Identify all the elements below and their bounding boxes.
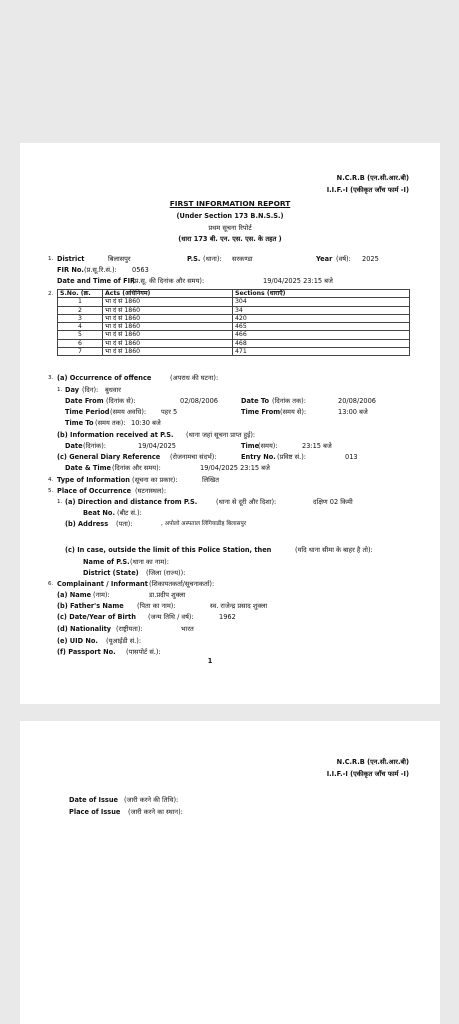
place-of-issue-label: Place of Issue [69, 808, 121, 816]
time-to-value: 10:30 बजे [131, 419, 161, 427]
table-row [58, 306, 410, 314]
received-date-label: Date [65, 442, 83, 450]
row-act: भा दं सं 1860 [103, 298, 233, 306]
outside-limit-label: (c) In case, outside the limit of this Police Station, then [65, 546, 272, 554]
district-value: बिलासपुर [108, 255, 131, 263]
ps-label: P.S. [187, 255, 201, 263]
row-act: भा दं सं 1860 [103, 339, 233, 347]
father-name-hindi: (पिता का नाम): [137, 602, 176, 610]
year-label: Year [316, 255, 333, 263]
received-date-value: 19/04/2025 [138, 442, 177, 450]
section-5-number: 5. [48, 488, 54, 494]
name-label: (a) Name [57, 591, 92, 599]
row-act: भा दं सं 1860 [103, 323, 233, 331]
dob-value: 1962 [219, 613, 236, 621]
entry-no-hindi: (प्रविष्ट सं.): [277, 453, 306, 461]
received-time-label: Time [241, 442, 260, 450]
row-sno: 6 [58, 339, 103, 347]
page-number: 1 [207, 657, 213, 665]
row-act: भा दं सं 1860 [103, 348, 233, 356]
date-to-value: 20/08/2006 [338, 397, 377, 405]
passport-hindi: (पासपोर्ट सं.): [126, 648, 161, 656]
address-value: , अपोलो अस्पताल लिंगियाडीह बिलासपुर [161, 521, 247, 527]
fir-no-label: FIR No. [57, 266, 84, 274]
table-row [58, 348, 410, 356]
passport-label: (f) Passport No. [57, 648, 116, 656]
outside-limit-hindi: (यदि थाना सीमा के बाहर है तो): [295, 546, 373, 554]
uid-hindi: (यूआईडी सं.): [106, 637, 142, 645]
info-received-label: (b) Information received at P.S. [57, 431, 174, 439]
year-hindi: (वर्ष): [336, 255, 351, 263]
row-section: 465 [233, 323, 410, 331]
ps-hindi: (थाना): [203, 255, 222, 263]
info-received-hindi: (थाना जहां सूचना प्राप्त हुई): [186, 431, 256, 439]
row-sno: 7 [58, 348, 103, 356]
row-section: 468 [233, 339, 410, 347]
time-from-hindi: (समय से): [280, 408, 307, 416]
father-name-value: स्व. राजेन्द्र प्रसाद शुक्ला [210, 602, 268, 610]
table-row [58, 298, 410, 306]
district-state-hindi: (जिला (राज्य)): [146, 569, 186, 577]
entry-no-value: 013 [345, 453, 358, 461]
gd-reference-hindi: (रोजनामचा संदर्भ): [170, 453, 217, 461]
row-section: 304 [233, 298, 410, 306]
row-section: 34 [233, 306, 410, 314]
address-label: (b) Address [65, 520, 109, 528]
district-state-label: District (State) [83, 569, 139, 577]
row-act: भा दं सं 1860 [103, 306, 233, 314]
document-page-1 [20, 143, 440, 704]
section-6-number: 6. [48, 581, 54, 587]
row-section: 466 [233, 331, 410, 339]
report-subtitle: (Under Section 173 B.N.S.S.) [176, 212, 284, 220]
nationality-value: भारत [181, 625, 194, 633]
year-value: 2025 [362, 255, 379, 263]
gd-reference-label: (c) General Diary Reference [57, 453, 161, 461]
district-label: District [57, 255, 85, 263]
date-of-issue-hindi: (जारी करने की तिथि): [124, 796, 179, 804]
day-hindi: (दिन): [82, 386, 99, 394]
date-from-label: Date From [65, 397, 104, 405]
gd-datetime-hindi: (दिनांक और समय): [112, 464, 161, 472]
fir-datetime-value: 19/04/2025 23:15 बजे [263, 277, 333, 285]
section-3-number: 3. [48, 375, 54, 381]
iif-header-page2: I.I.F.-I (एकीकृत जाँच फार्म -I) [326, 770, 409, 778]
row-act: भा दं सं 1860 [103, 331, 233, 339]
section-2-number: 2. [48, 291, 54, 297]
address-hindi: (पता): [116, 520, 133, 528]
received-date-hindi: (दिनांक): [83, 442, 107, 450]
dob-label: (c) Date/Year of Birth [57, 613, 136, 621]
info-type-value: लिखित [202, 476, 220, 484]
fir-no-hindi: (प्र.सू.रि.सं.): [84, 266, 117, 274]
date-from-hindi: (दिनांक से): [106, 397, 136, 405]
gd-datetime-label: Date & Time [65, 464, 111, 472]
fir-no-value: 0563 [132, 266, 149, 274]
header-sno: S.No. (क्र. [58, 290, 103, 298]
place-a-number: 1. [57, 499, 63, 505]
report-subtitle-hindi: (धारा 173 बी. एन. एस. एस. के तहत ) [178, 235, 282, 243]
complainant-hindi: (शिकायतकर्ता/सूचनाकर्ता): [149, 580, 215, 588]
report-title: FIRST INFORMATION REPORT [169, 199, 291, 208]
nationality-label: (d) Nationality [57, 625, 112, 633]
day-number: 1. [57, 387, 63, 393]
nationality-hindi: (राष्ट्रीयता): [116, 625, 143, 633]
row-section: 471 [233, 348, 410, 356]
received-time-value: 23:15 बजे [302, 442, 332, 450]
section-4-number: 4. [48, 477, 54, 483]
fir-datetime-hindi: (प्र.सू. की दिनांक और समय): [132, 277, 205, 285]
direction-distance-hindi: (थाना से दूरी और दिशा): [216, 498, 277, 506]
row-section: 420 [233, 314, 410, 322]
report-title-hindi: प्रथम सूचना रिपोर्ट [208, 224, 252, 232]
table-row [58, 331, 410, 339]
acts-sections-table [57, 289, 410, 356]
time-period-label: Time Period [65, 408, 110, 416]
direction-distance-value: दक्षिण 02 किमी [313, 498, 353, 506]
ps-value: सरकण्डा [232, 255, 253, 263]
header-acts: Acts (अधिनियम) [103, 290, 233, 298]
dob-hindi: (जन्म तिथि / वर्ष): [148, 613, 194, 621]
row-sno: 5 [58, 331, 103, 339]
table-row [58, 323, 410, 331]
time-to-hindi: (समय तक): [95, 419, 126, 427]
row-sno: 4 [58, 323, 103, 331]
document-page-2 [20, 721, 440, 1024]
iif-header: I.I.F.-I (एकीकृत जाँच फार्म -I) [326, 186, 409, 194]
time-to-label: Time To [65, 419, 94, 427]
ncrb-header-page2: N.C.R.B (एन.सी.आर.बी) [336, 758, 409, 766]
beat-no-label: Beat No. [83, 509, 115, 517]
uid-label: (e) UID No. [57, 637, 98, 645]
ncrb-header: N.C.R.B (एन.सी.आर.बी) [336, 174, 409, 182]
name-hindi: (नाम): [93, 591, 110, 599]
direction-distance-label: (a) Direction and distance from P.S. [65, 498, 198, 506]
ps-name-hindi: (थाना का नाम): [130, 558, 169, 566]
date-of-issue-label: Date of Issue [69, 796, 119, 804]
day-label: Day [65, 386, 80, 394]
name-value: डा.प्रदीप शुक्ला [149, 591, 186, 599]
ps-name-label: Name of P.S. [83, 558, 130, 566]
occurrence-label: (a) Occurrence of offence [57, 374, 152, 382]
time-period-value: पहर 5 [161, 408, 178, 416]
place-label: Place of Occurrence [57, 487, 132, 495]
complainant-label: Complainant / Informant [57, 580, 148, 588]
time-from-value: 13:00 बजे [338, 408, 368, 416]
info-type-label: Type of Information [57, 476, 130, 484]
row-sno: 2 [58, 306, 103, 314]
row-act: भा दं सं 1860 [103, 314, 233, 322]
day-value: बुधवार [105, 386, 121, 394]
row-sno: 3 [58, 314, 103, 322]
received-time-hindi: (समय): [258, 442, 278, 450]
father-name-label: (b) Father's Name [57, 602, 124, 610]
header-sections: Sections (धाराएँ) [233, 290, 410, 298]
gd-datetime-value: 19/04/2025 23:15 बजे [200, 464, 270, 472]
info-type-hindi: (सूचना का प्रकार): [132, 476, 178, 484]
date-to-hindi: (दिनांक तक): [272, 397, 306, 405]
row-sno: 1 [58, 298, 103, 306]
section-1-number: 1. [48, 256, 54, 262]
table-header-row [58, 290, 410, 298]
place-of-issue-hindi: (जारी करने का स्थान): [128, 808, 183, 816]
date-to-label: Date To [241, 397, 269, 405]
occurrence-hindi: (अपराध की घटना): [170, 374, 219, 382]
entry-no-label: Entry No. [241, 453, 276, 461]
place-hindi: (घटनास्थल): [135, 487, 167, 495]
table-row [58, 339, 410, 347]
time-period-hindi: (समय अवधि): [110, 408, 147, 416]
table-row [58, 314, 410, 322]
fir-datetime-label: Date and Time of FIR [57, 277, 136, 285]
beat-no-hindi: (बीट सं.): [117, 509, 142, 517]
time-from-label: Time From [241, 408, 281, 416]
date-from-value: 02/08/2006 [180, 397, 219, 405]
